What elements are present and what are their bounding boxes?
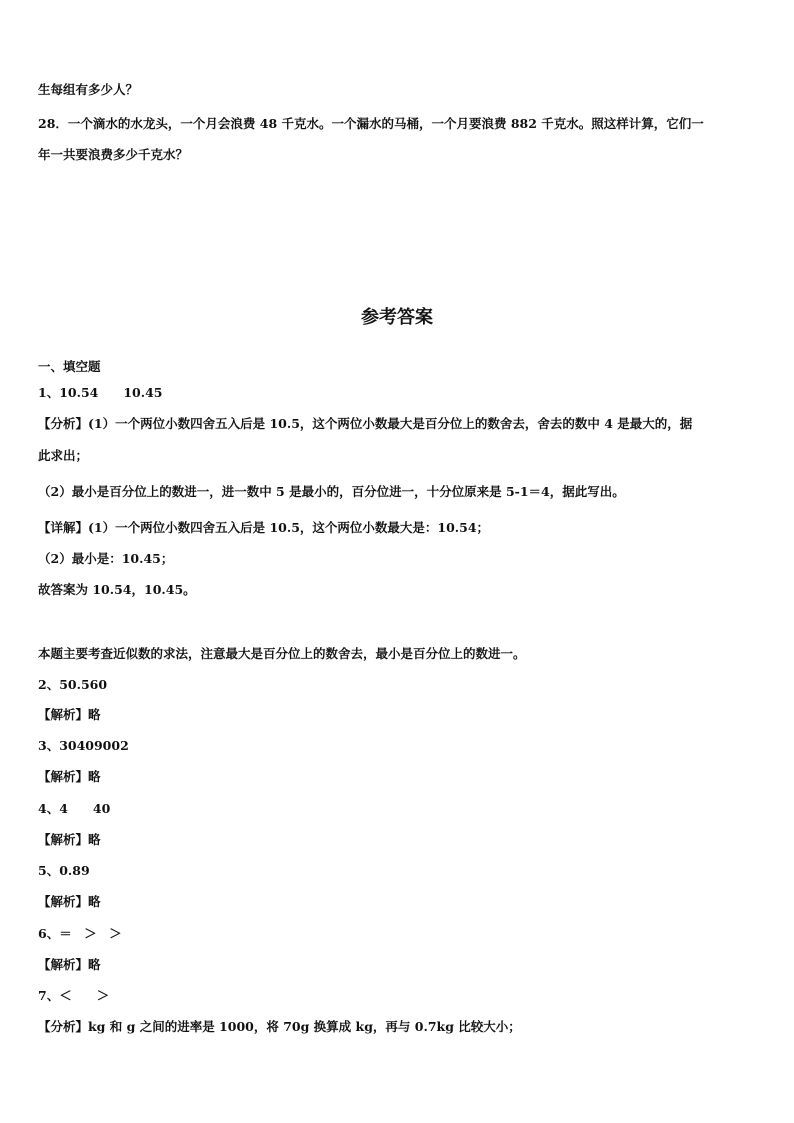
q28-text-line1: 28．一个滴水的水龙头，一个月会浪费 48 千克水。一个漏水的马桶，一个月要浪费 882 千克水。照这样计算，它们一 <box>38 116 704 131</box>
answer-3-analysis: 【解析】略 <box>38 769 101 784</box>
answer-3: 3、30409002 <box>38 738 129 753</box>
answer-1-analysis-line1: 【分析】(1）一个两位小数四舍五入后是 10.5，这个两位小数最大是百分位上的数舍去，舍去的数中 4 是最大的，据 <box>38 416 693 431</box>
answer-1-analysis-line2: 此求出； <box>38 448 89 463</box>
q27-tail-text: 生每组有多少人？ <box>38 82 139 97</box>
answer-2: 2、50.560 <box>38 677 108 692</box>
answer-1-detail-line2: （2）最小是：10.45； <box>38 551 174 566</box>
answer-6: 6、＝ ＞ ＞ <box>38 926 122 941</box>
answer-1-detail-line3: 故答案为 10.54，10.45。 <box>38 582 196 597</box>
answers-title: 参考答案 <box>361 307 433 328</box>
answer-1-analysis-line3: （2）最小是百分位上的数进一，进一数中 5 是最小的，百分位进一，十分位原来是 5-1＝4，据此写出。 <box>38 484 625 499</box>
answer-6-analysis: 【解析】略 <box>38 957 101 972</box>
answer-5: 5、0.89 <box>38 863 90 878</box>
answer-4-analysis: 【解析】略 <box>38 832 101 847</box>
section-heading-fill-blank: 一、填空题 <box>38 359 101 374</box>
answer-7: 7、＜ ＞ <box>38 988 110 1003</box>
q28-text-line2: 年一共要浪费多少千克水？ <box>38 147 189 162</box>
answer-1: 1、10.54 10.45 <box>38 385 163 400</box>
answer-7-analysis: 【分析】kg 和 g 之间的进率是 1000，将 70g 换算成 kg，再与 0.7kg 比较大小； <box>38 1019 521 1034</box>
answer-1-detail-line1: 【详解】(1）一个两位小数四舍五入后是 10.5，这个两位小数最大是：10.54； <box>38 520 490 535</box>
answer-1-note: 本题主要考查近似数的求法，注意最大是百分位上的数舍去，最小是百分位上的数进一。 <box>38 646 526 661</box>
answer-5-analysis: 【解析】略 <box>38 894 101 909</box>
answer-2-analysis: 【解析】略 <box>38 707 101 722</box>
answer-4: 4、4 40 <box>38 801 111 816</box>
